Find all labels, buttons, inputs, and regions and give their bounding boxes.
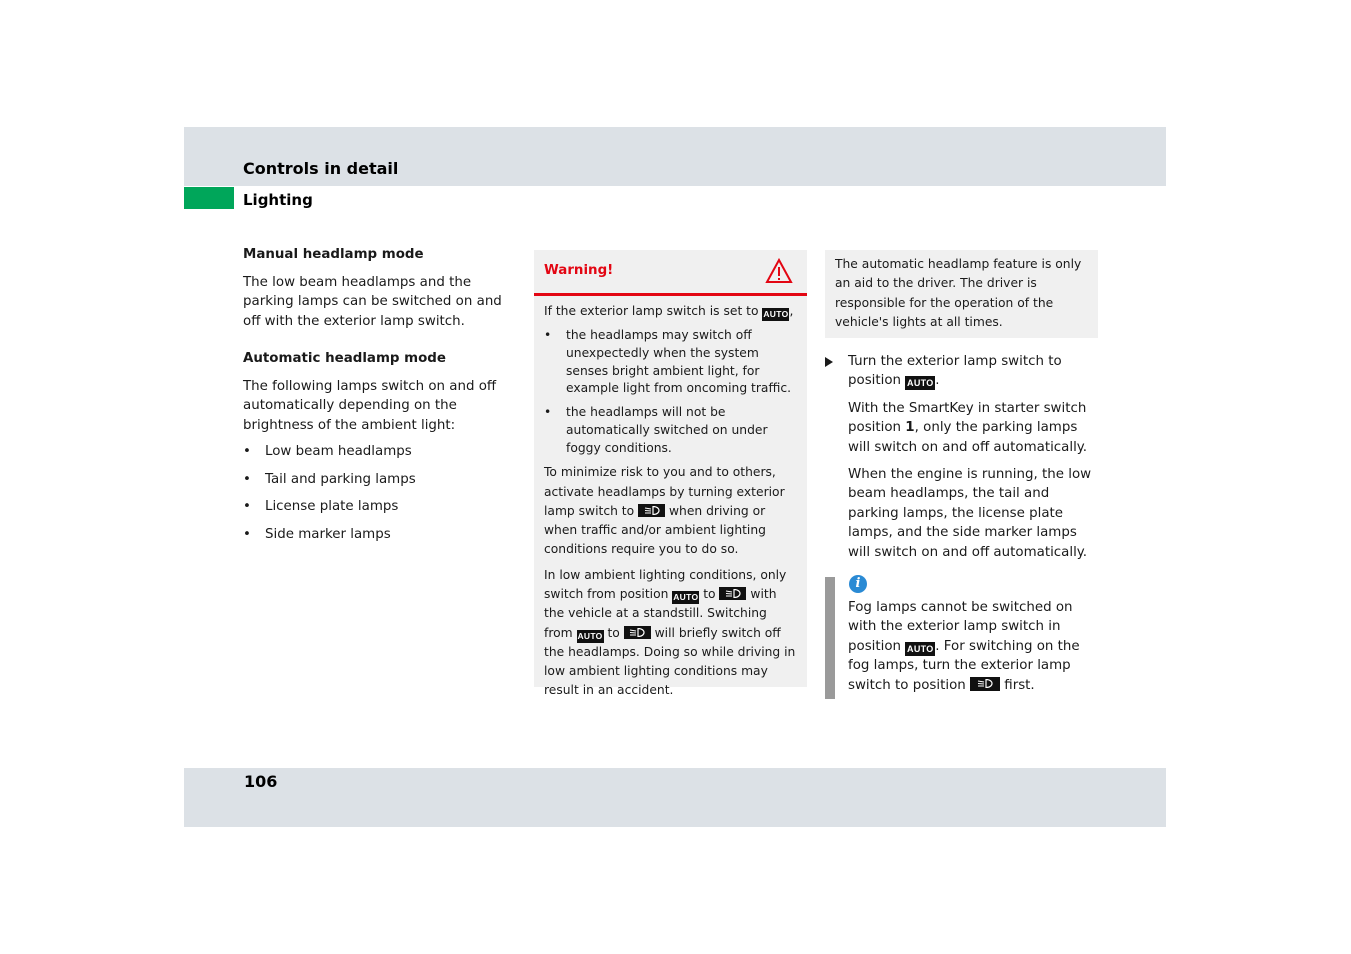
step-arrow-icon bbox=[825, 357, 833, 367]
auto-position-icon: AUTO bbox=[907, 378, 934, 389]
instruction-paragraph: When the engine is running, the low beam headlamps, the tail and parking lamps, the license plate lamps, and the side marker lamps will switch on and off automatically. bbox=[848, 467, 1092, 560]
auto-position-icon: AUTO bbox=[763, 309, 789, 319]
auto-position-icon: AUTO bbox=[577, 630, 603, 641]
warning-title: Warning! bbox=[544, 263, 614, 278]
warning-paragraph: In low ambient lighting conditions, only switch from position AUTO to with the vehicle at a standstill. Switching from AUTO to will briefly switch off the headlamps. Doing so while driving in low ambient lighting conditions may result in an accident. bbox=[544, 567, 796, 698]
low-beam-icon bbox=[638, 504, 665, 517]
manual-heading: Manual headlamp mode bbox=[243, 247, 424, 262]
automatic-heading: Automatic headlamp mode bbox=[243, 351, 446, 366]
page-number: 106 bbox=[244, 772, 278, 791]
automatic-text: The following lamps switch on and off automatically depending on the brightness of the ambient light: bbox=[243, 378, 497, 433]
low-beam-icon bbox=[719, 587, 746, 600]
section-marker bbox=[184, 187, 234, 209]
auto-position-icon: AUTO bbox=[673, 592, 699, 602]
note-text: The automatic headlamp feature is only an aid to the driver. The driver is responsible for the operation of the vehicle's lights at all times. bbox=[835, 257, 1082, 330]
warning-header bbox=[534, 250, 807, 296]
warning-triangle-icon bbox=[765, 258, 793, 284]
warning-box bbox=[534, 250, 807, 698]
low-beam-icon bbox=[624, 626, 651, 639]
right-column bbox=[825, 352, 1100, 570]
warning-intro: If the exterior lamp switch is set to AUTO, bbox=[544, 304, 794, 319]
info-bar bbox=[825, 577, 835, 699]
warning-body bbox=[534, 296, 807, 701]
list-item: • Tail and parking lamps bbox=[243, 470, 519, 490]
warning-list bbox=[544, 327, 797, 457]
sub-title: Lighting bbox=[243, 191, 313, 209]
list-item: • Low beam headlamps bbox=[243, 442, 519, 462]
list-item: • Side marker lamps bbox=[243, 525, 519, 545]
instruction-step: Turn the exterior lamp switch to position AUTO . bbox=[825, 352, 1100, 391]
manual-text: The low beam headlamps and the parking lamps can be switched on and off with the exterior lamp switch. bbox=[243, 274, 502, 329]
list-item: • the headlamps may switch off unexpectedly when the system senses bright ambient light, for example light from oncoming traffic. bbox=[544, 327, 797, 398]
info-box bbox=[825, 577, 1100, 699]
lamp-list bbox=[243, 442, 519, 544]
list-item: • the headlamps will not be automatically switched on under foggy conditions. bbox=[544, 404, 797, 457]
note-box bbox=[825, 250, 1098, 338]
left-column bbox=[243, 245, 519, 552]
section-title: Controls in detail bbox=[243, 159, 399, 178]
list-item: • License plate lamps bbox=[243, 497, 519, 517]
auto-position-icon: AUTO bbox=[907, 643, 934, 654]
info-text: Fog lamps cannot be switched on with the exterior lamp switch in position AUTO . For switching on the fog lamps, turn the exterior lamp switch to position first. bbox=[848, 600, 1080, 693]
low-beam-icon bbox=[970, 677, 1000, 691]
info-icon: i bbox=[849, 575, 867, 593]
instruction-paragraph: With the SmartKey in starter switch position 1, only the parking lamps will switch on and off automatically. bbox=[848, 400, 1088, 455]
warning-paragraph: To minimize risk to you and to others, activate headlamps by turning exterior lamp switch to when driving or when traffic and/or ambient lighting conditions require you to do so. bbox=[544, 465, 785, 557]
footer-band bbox=[184, 768, 1166, 827]
